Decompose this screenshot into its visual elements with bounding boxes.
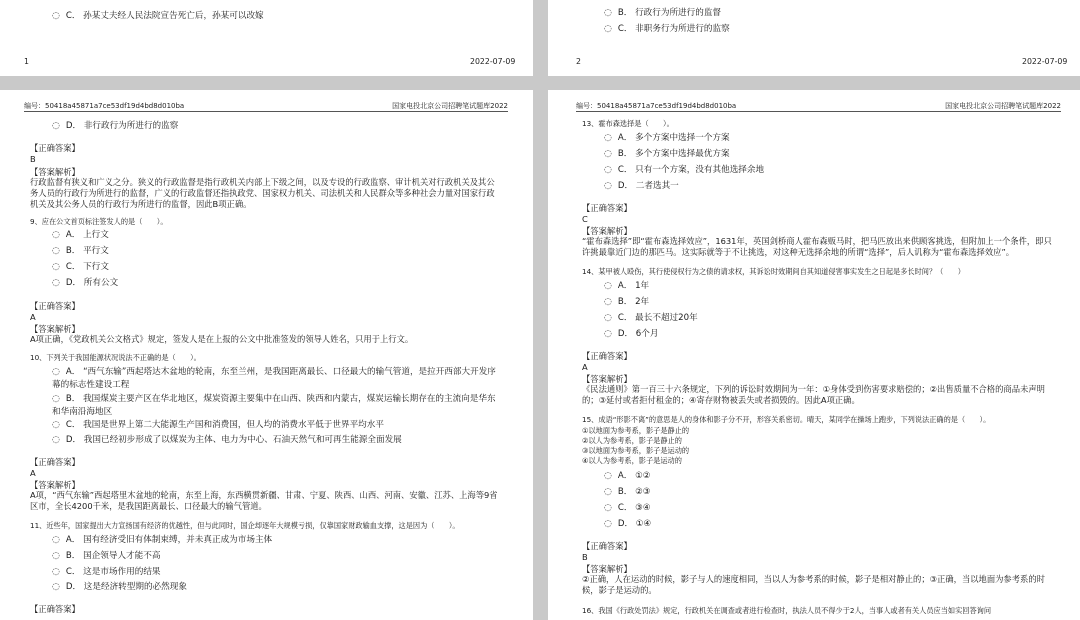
radio-icon[interactable]: ◌ bbox=[52, 567, 60, 577]
radio-icon[interactable]: ◌ bbox=[52, 121, 60, 131]
page-date: 2022-07-09 bbox=[1022, 57, 1068, 66]
radio-icon[interactable]: ◌ bbox=[52, 367, 60, 377]
radio-icon[interactable]: ◌ bbox=[604, 519, 612, 529]
q10-answer: A bbox=[30, 468, 36, 478]
q14-option-a: ◌ A． 1年 bbox=[604, 281, 650, 291]
radio-icon[interactable]: ◌ bbox=[604, 487, 612, 497]
radio-icon[interactable]: ◌ bbox=[604, 149, 612, 159]
radio-icon[interactable]: ◌ bbox=[52, 394, 60, 404]
q14-option-b: ◌ B． 2年 bbox=[604, 297, 650, 307]
option-c: ◌ C． 孙某丈夫经人民法院宣告死亡后，孙某可以改嫁 bbox=[52, 11, 264, 21]
radio-icon[interactable]: ◌ bbox=[604, 471, 612, 481]
q15-statement-3: ③以地面为参考系，影子是运动的 bbox=[582, 446, 690, 455]
q8-option-d: ◌ D． 非行政行为所进行的监察 bbox=[52, 121, 179, 131]
page-number: 1 bbox=[24, 57, 29, 66]
q15-option-c: ◌ C． ③④ bbox=[604, 503, 651, 513]
answer-label: 【正确答案】 bbox=[30, 604, 80, 614]
radio-icon[interactable]: ◌ bbox=[52, 582, 60, 592]
q13-answer: C bbox=[582, 214, 588, 224]
radio-icon[interactable]: ◌ bbox=[52, 246, 60, 256]
q8-answer: B bbox=[30, 154, 36, 164]
radio-icon[interactable]: ◌ bbox=[52, 11, 60, 21]
analysis-label: 【答案解析】 bbox=[582, 226, 632, 236]
q10-option-b-cont: 和华南沿海地区 bbox=[52, 407, 113, 417]
doc-title: 国家电投北京公司招聘笔试题库2022 bbox=[945, 102, 1061, 110]
answer-label: 【正确答案】 bbox=[30, 143, 80, 153]
answer-label: 【正确答案】 bbox=[582, 203, 632, 213]
q14-option-d: ◌ D． 6个月 bbox=[604, 329, 659, 339]
q13-option-a: ◌ A． 多个方案中选择一个方案 bbox=[604, 133, 730, 143]
page-1-bottom bbox=[0, 0, 533, 76]
option-c: ◌ C． 非职务行为所进行的监察 bbox=[604, 24, 730, 34]
q9-option-d: ◌ D． 所有公文 bbox=[52, 278, 119, 288]
radio-icon[interactable]: ◌ bbox=[604, 281, 612, 291]
q14-analysis: 《民法通则》第一百三十六条规定，下列的诉讼时效期间为一年：①身体受到伤害要求赔偿的；②出售质量不合格的商品未声明的；③延付或者拒付租金的；④寄存财物被丢失或者损毁的。因此A项正确。 bbox=[582, 384, 1045, 406]
radio-icon[interactable]: ◌ bbox=[604, 297, 612, 307]
q15-answer: B bbox=[582, 552, 588, 562]
q8-analysis: 行政监督有狭义和广义之分。狭义的行政监督是指行政机关内部上下级之间，以及专设的行政监察、审计机关对行政机关及其公务人员的行政行为所进行的监督，广义的行政监督还指执政党、国家权力机关、司法机关和人民群众等多种社会力量对国家行政机关及其公务人员的行政行为所进行的监督，因此B项正确。 bbox=[30, 177, 495, 210]
doc-serial: 编号：50418a45871a7ce53df19d4bd8d010ba bbox=[24, 102, 185, 110]
analysis-label: 【答案解析】 bbox=[30, 480, 80, 490]
radio-icon[interactable]: ◌ bbox=[604, 503, 612, 513]
radio-icon[interactable]: ◌ bbox=[52, 551, 60, 561]
answer-label: 【正确答案】 bbox=[582, 541, 632, 551]
q15-analysis: ②正确，人在运动的时候，影子与人的速度相同，当以人为参考系的时候，影子是相对静止的；③正确，当以地面为参考系的时候，影子是运动的。 bbox=[582, 574, 1045, 596]
q9-option-b: ◌ B． 平行文 bbox=[52, 246, 109, 256]
page-number: 2 bbox=[576, 57, 581, 66]
q10-text: 10、下列关于我国能源状况说法不正确的是（ ）。 bbox=[30, 353, 201, 362]
q14-answer: A bbox=[582, 362, 588, 372]
q15-option-b: ◌ B． ②③ bbox=[604, 487, 651, 497]
q11-option-d: ◌ D． 这是经济转型期的必然现象 bbox=[52, 582, 187, 592]
q11-option-a: ◌ A． 国有经济受旧有体制束缚，并未真正成为市场主体 bbox=[52, 535, 273, 545]
radio-icon[interactable]: ◌ bbox=[604, 313, 612, 323]
q10-option-b: ◌ B． 我国煤炭主要产区在华北地区，煤炭资源主要集中在山西、陕西和内蒙古，煤炭运输长期存在的主流向是华东 bbox=[52, 394, 496, 404]
analysis-label: 【答案解析】 bbox=[30, 167, 80, 177]
q10-analysis: A项，“西气东输”西起塔里木盆地的轮南，东至上海，东西横贯新疆、甘肃、宁夏、陕西、山西、河南、安徽、江苏、上海等9省区市，全长4200千米，是我国距离最长、口径最大的输气管道。 bbox=[30, 490, 498, 512]
answer-label: 【正确答案】 bbox=[30, 457, 80, 467]
radio-icon[interactable]: ◌ bbox=[52, 230, 60, 240]
page-date: 2022-07-09 bbox=[470, 57, 516, 66]
q13-option-b: ◌ B． 多个方案中选择最优方案 bbox=[604, 149, 730, 159]
q13-option-d: ◌ D． 二者选其一 bbox=[604, 181, 679, 191]
q11-option-b: ◌ B． 国企领导人才能不高 bbox=[52, 551, 161, 561]
header-divider bbox=[24, 111, 508, 112]
header-divider bbox=[576, 111, 1061, 112]
radio-icon[interactable]: ◌ bbox=[604, 329, 612, 339]
radio-icon[interactable]: ◌ bbox=[604, 24, 612, 34]
analysis-label: 【答案解析】 bbox=[30, 324, 80, 334]
radio-icon[interactable]: ◌ bbox=[604, 133, 612, 143]
q10-option-a-cont: 幕的标志性建设工程 bbox=[52, 380, 130, 390]
page-3 bbox=[0, 90, 533, 620]
q15-text: 15、成语“形影不离”的意思是人的身体和影子分不开，形容关系密切。晴天，某同学在操场上跑步，下列说法正确的是（ ）。 bbox=[582, 415, 991, 424]
q13-option-c: ◌ C． 只有一个方案，没有其他选择余地 bbox=[604, 165, 765, 175]
doc-serial: 编号：50418a45871a7ce53df19d4bd8d010ba bbox=[576, 102, 737, 110]
q14-text: 14、某甲被人殴伤，其行使侵权行为之债的请求权，其诉讼时效期间自其知道侵害事实发生之日起是多长时间？（ ） bbox=[582, 267, 965, 276]
answer-label: 【正确答案】 bbox=[582, 351, 632, 361]
q16-text: 16、我国《行政处罚法》规定，行政机关在调查或者进行检查时，执法人员不得少于2人，当事人或者有关人员应当如实回答询问 bbox=[582, 606, 992, 615]
q9-option-c: ◌ C． 下行文 bbox=[52, 262, 109, 272]
page-2-bottom bbox=[548, 0, 1080, 76]
radio-icon[interactable]: ◌ bbox=[52, 535, 60, 545]
radio-icon[interactable]: ◌ bbox=[52, 262, 60, 272]
radio-icon[interactable]: ◌ bbox=[52, 435, 60, 445]
q9-analysis: A项正确，《党政机关公文格式》规定，签发人是在上报的公文中批准签发的领导人姓名，只用于上行文。 bbox=[30, 334, 414, 344]
analysis-label: 【答案解析】 bbox=[582, 564, 632, 574]
q10-option-a: ◌ A． “西气东输”西起塔达木盆地的轮南，东至兰州，是我国距离最长、口径最大的输气管道，是拉开西部大开发序 bbox=[52, 367, 496, 377]
q11-text: 11、近些年，国家提出大力宣扬国有经济的优越性，但与此同时，国企却逐年大规模亏损，仅靠国家财政输血支撑，这是因为（ ）。 bbox=[30, 521, 460, 530]
answer-label: 【正确答案】 bbox=[30, 301, 80, 311]
q9-option-a: ◌ A． 上行文 bbox=[52, 230, 109, 240]
radio-icon[interactable]: ◌ bbox=[604, 8, 612, 18]
q14-option-c: ◌ C． 最长不超过20年 bbox=[604, 313, 698, 323]
q15-statement-4: ④以人为参考系，影子是运动的 bbox=[582, 456, 682, 465]
q11-option-c: ◌ C． 这是市场作用的结果 bbox=[52, 567, 161, 577]
doc-title: 国家电投北京公司招聘笔试题库2022 bbox=[392, 102, 508, 110]
radio-icon[interactable]: ◌ bbox=[604, 181, 612, 191]
option-b: ◌ B． 行政行为所进行的监督 bbox=[604, 8, 722, 18]
q9-answer: A bbox=[30, 312, 36, 322]
q15-statement-2: ②以人为参考系，影子是静止的 bbox=[582, 436, 682, 445]
radio-icon[interactable]: ◌ bbox=[52, 278, 60, 288]
q9-text: 9、应在公文首页标注签发人的是（ ）。 bbox=[30, 217, 168, 226]
q15-statement-1: ①以地面为参考系，影子是静止的 bbox=[582, 426, 690, 435]
q13-analysis: “霍布森选择”即“霍布森选择效应”，1631年，英国剑桥商人霍布森贩马时，把马匹放出来供顾客挑选，但附加上一个条件，即只许挑最靠近门边的那匹马。这实际就等于不让挑选，对这种无选择余地的所谓“选择”，后人讥称为“霍布森选择效应”。 bbox=[582, 236, 1052, 258]
q15-option-d: ◌ D． ①④ bbox=[604, 519, 652, 529]
q15-option-a: ◌ A． ①② bbox=[604, 471, 651, 481]
q10-option-d: ◌ D． 我国已经初步形成了以煤炭为主体、电力为中心、石油天然气和可再生能源全面发展 bbox=[52, 435, 402, 445]
page-4 bbox=[548, 90, 1080, 620]
q13-text: 13、霍布森选择是（ ）。 bbox=[582, 119, 674, 128]
radio-icon[interactable]: ◌ bbox=[52, 420, 60, 430]
radio-icon[interactable]: ◌ bbox=[604, 165, 612, 175]
analysis-label: 【答案解析】 bbox=[582, 374, 632, 384]
q10-option-c: ◌ C． 我国是世界上第二大能源生产国和消费国，但人均的消费水平低于世界平均水平 bbox=[52, 420, 384, 430]
